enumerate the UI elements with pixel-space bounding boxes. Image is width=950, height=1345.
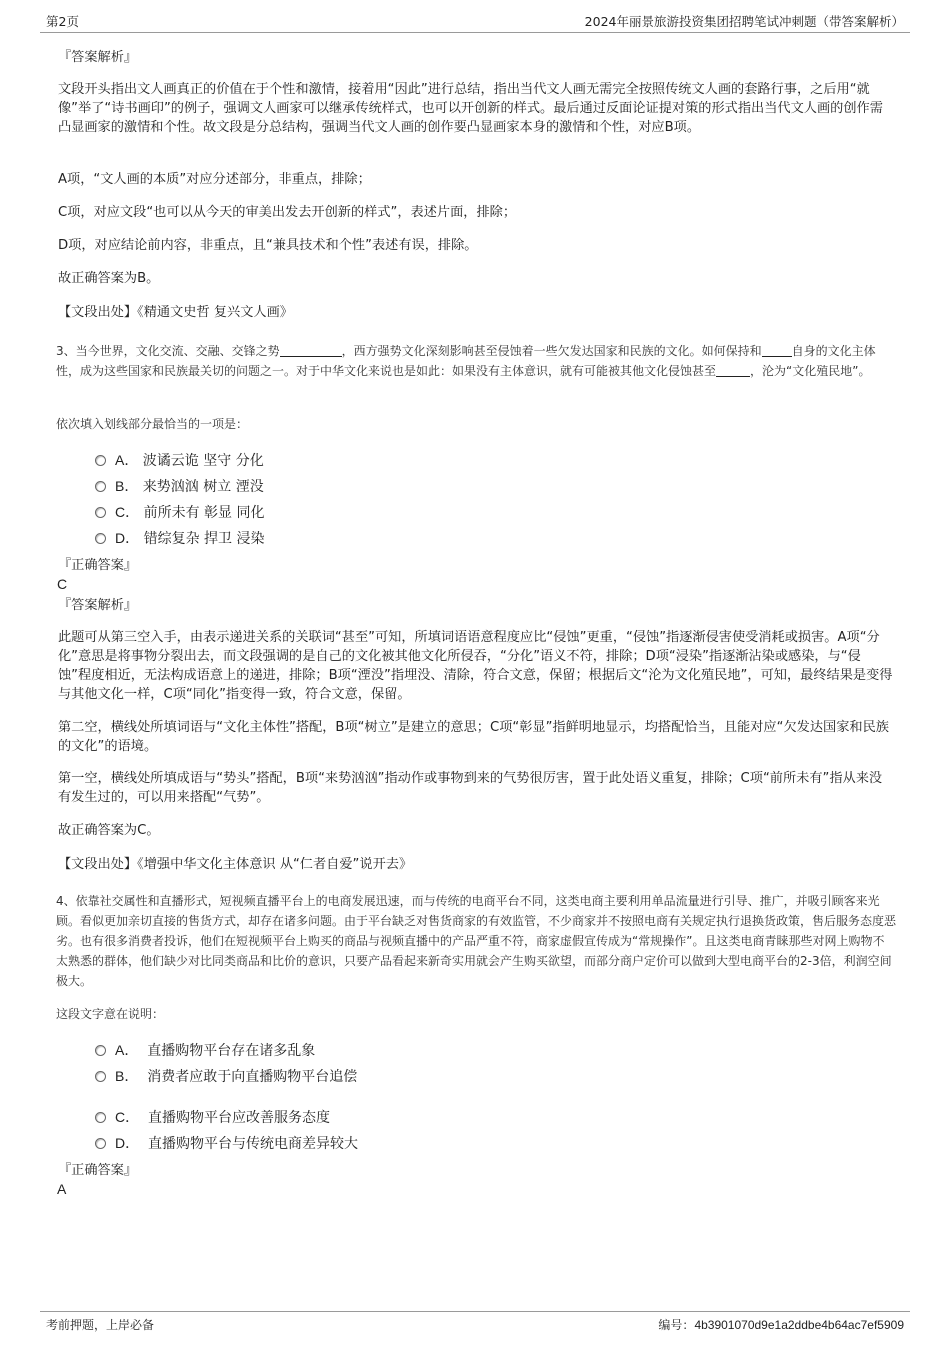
q3-analysis-p1: 此题可从第三空入手，由表示递进关系的关联词“甚至”可知，所填词语语意程度应比“侵蚀”更重，“侵蚀”指逐渐侵害使受消耗或损害。A项“分化”意思是将事物分裂出去，而文段强调的是自己的文化被其他文化所侵吞，“分化”语义不符，排除；D项“浸染”指逐渐沾染或感染，与“侵蚀”程度相近，无法构成语意上的递进，排除；B项“湮没”指埋没、清除，符合文意，保留；根据后文“沦为文化殖民地”，可知，最终结果是变得与其他文化一样，C项“同化”指变得一致，符合文意，保留。 xyxy=(58,630,893,702)
q4-stem: 4、依靠社交属性和直播形式，短视频直播平台上的电商发展迅速，而与传统的电商平台不同，这类电商主要利用单品流量进行引导、推广，并吸引顾客来光顾。看似更加亲切直接的售货方式，却存在诸多问题。由于平台缺乏对售货商家的有效监管，不少商家并不按照电商有关规定执行退换货政策，售后服务态度恶劣。也有很多消费者投诉，他们在短视频平台上购买的商品与视频直播中的产品严重不符，商家虚假宣传成为“常规操作”。且这类电商青睐那些对网上购物不太熟悉的群体，他们缺少对比同类商品和比价的意识，只要产品看起来新奇实用就会产生购买欲望，而部分商户定价可以做到大型电商平台的2-3倍，利润空间极大。 xyxy=(56,894,897,988)
q4-option-c[interactable]: C． 直播购物平台应改善服务态度 xyxy=(95,1107,330,1128)
q4-prompt: 这段文字意在说明： xyxy=(56,1007,165,1021)
document-title: 2024年丽景旅游投资集团招聘笔试冲刺题（带答案解析） xyxy=(584,14,904,29)
radio-icon[interactable] xyxy=(95,1112,106,1123)
q4-correct-answer: A xyxy=(57,1181,67,1197)
radio-icon[interactable] xyxy=(95,455,106,466)
q4-correct-label: 『正确答案』 xyxy=(58,1163,138,1178)
q3-option-d[interactable]: D． 错综复杂 捍卫 浸染 xyxy=(95,528,264,549)
q3-analysis-p3: 第一空，横线处所填成语与“势头”搭配，B项“来势汹汹”指动作或事物到来的气势很厉害，置于此处语义重复，排除；C项“前所未有”指从来没有发生过的，可以用来搭配“气势”。 xyxy=(58,771,883,805)
q3-stem: 3、当今世界，文化交流、交融、交锋之势 ，西方强势文化深刻影响甚至侵蚀着一些欠发达国家和民族的文化。如何保持和 自身的文化主体性，成为这些国家和民族最关切的问题之一。对于中华文化来说也是如此：如果没有主体意识，就有可能被其他文化侵蚀甚至 ，沦为“文化殖民地”。 xyxy=(56,344,876,378)
q3-analysis-p2: 第二空，横线处所填词语与“文化主体性”搭配，B项“树立”是建立的意思；C项“彰显”指鲜明地显示，均搭配恰当，且能对应“欠发达国家和民族的文化”的语境。 xyxy=(58,720,889,754)
q3-analysis-label: 『答案解析』 xyxy=(58,598,138,613)
q3-option-c[interactable]: C． 前所未有 彰显 同化 xyxy=(95,502,264,523)
footer-slogan: 考前押题，上岸必备 xyxy=(46,1318,155,1332)
q2-analysis-p3: C项，对应文段“也可以从今天的审美出发去开创新的样式”，表述片面，排除； xyxy=(58,205,517,220)
q2-analysis-p4: D项，对应结论前内容，非重点，且“兼具技术和个性”表述有误，排除。 xyxy=(58,238,478,253)
q2-source: 【文段出处】《精通文史哲 复兴文人画》 xyxy=(58,305,293,320)
radio-icon[interactable] xyxy=(95,481,106,492)
document-code: 编号：4b3901070d9e1a2ddbe4b64ac7ef5909 xyxy=(658,1318,904,1332)
q4-option-b[interactable]: B． 消费者应敢于向直播购物平台追偿 xyxy=(95,1066,357,1087)
q3-correct-answer: C xyxy=(57,576,68,592)
page-header xyxy=(40,12,910,33)
q4-option-d[interactable]: D． 直播购物平台与传统电商差异较大 xyxy=(95,1133,358,1154)
q3-analysis-p4: 故正确答案为C。 xyxy=(58,823,160,838)
q3-option-b[interactable]: B． 来势汹汹 树立 湮没 xyxy=(95,476,264,497)
radio-icon[interactable] xyxy=(95,1071,106,1082)
page-number: 第2页 xyxy=(46,14,79,29)
radio-icon[interactable] xyxy=(95,1045,106,1056)
q4-option-a[interactable]: A． 直播购物平台存在诸多乱象 xyxy=(95,1040,315,1061)
q2-analysis-p1: 文段开头指出文人画真正的价值在于个性和激情，接着用“因此”进行总结，指出当代文人画无需完全按照传统文人画的套路行事，之后用“就像”举了“诗书画印”的例子，强调文人画家可以继承传统样式，也可以开创新的样式。最后通过反面论证提对策的形式指出当代文人画的创作需凸显画家的激情和个性。故文段是分总结构，强调当代文人画的创作要凸显画家本身的激情和个性，对应B项。 xyxy=(58,82,883,135)
radio-icon[interactable] xyxy=(95,507,106,518)
q2-analysis-label: 『答案解析』 xyxy=(58,50,138,65)
radio-icon[interactable] xyxy=(95,1138,106,1149)
radio-icon[interactable] xyxy=(95,533,106,544)
q2-analysis-p5: 故正确答案为B。 xyxy=(58,271,160,286)
q3-option-a[interactable]: A． 波谲云诡 坚守 分化 xyxy=(95,450,264,471)
q3-prompt: 依次填入划线部分最恰当的一项是： xyxy=(56,417,249,431)
q3-source: 【文段出处】《增强中华文化主体意识 从“仁者自爱”说开去》 xyxy=(58,857,413,872)
page-footer xyxy=(40,1311,910,1332)
q3-correct-label: 『正确答案』 xyxy=(58,558,138,573)
q2-analysis-p2: A项，“文人画的本质”对应分述部分，非重点，排除； xyxy=(58,172,371,187)
